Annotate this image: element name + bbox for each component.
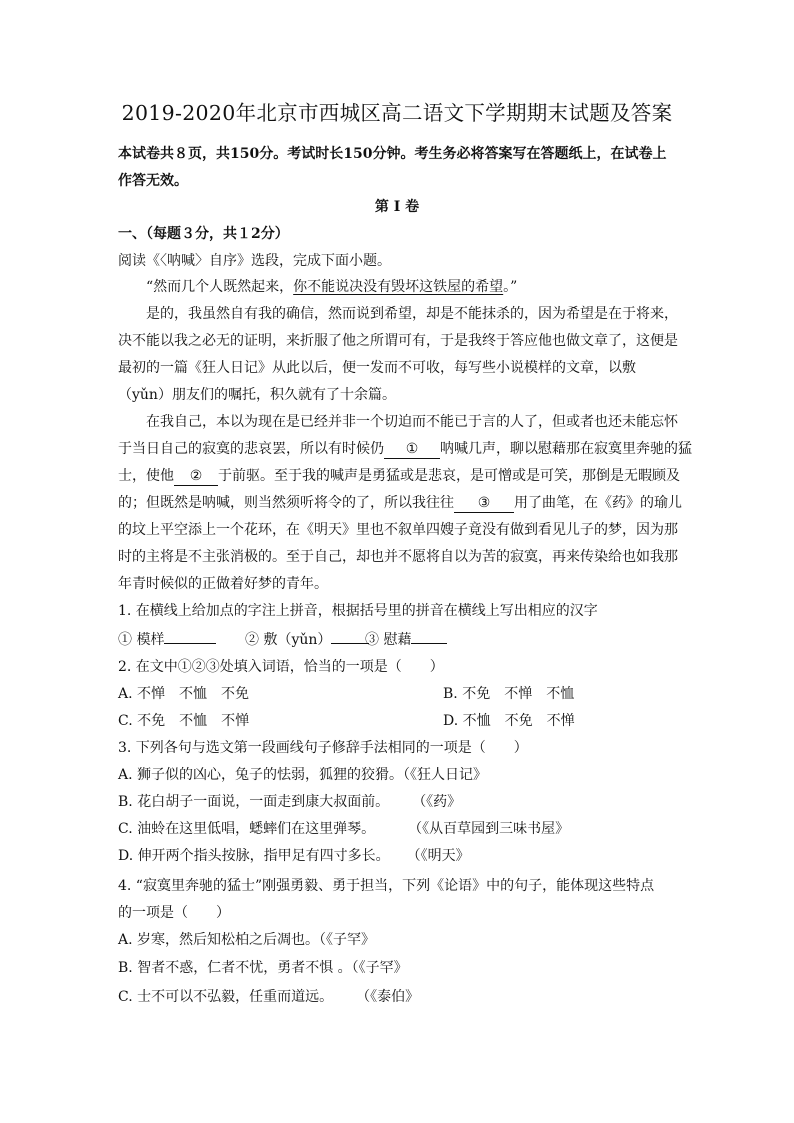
question-1-item-2 — [245, 630, 369, 650]
question-4-stem-line-1: 4. “寂寞里奔驰的猛士”刚强勇毅、勇于担当，下列《论语》中的句子，能体现这些特点 — [118, 878, 655, 894]
q3-option-b-source: （《药》 — [419, 794, 462, 810]
paragraph-1-line-1: 是的，我虽然自有我的确信，然而说到希望，却是不能抹杀的，因为希望是在于将来， — [146, 306, 678, 322]
paragraph-2-line-2-text-a: 于当日自己的寂寞的悲哀罢，所以有时候仍 — [118, 441, 384, 457]
question-1-item-3 — [365, 630, 447, 650]
paragraph-2-line-3-text-b: 于前驱。至于我的喊声是勇猛或是悲哀，是可憎或是可笑，那倒是无暇顾及 — [218, 468, 680, 484]
q3-option-d-text: D. 伸开两个指头按脉，指甲足有四寸多长。 — [118, 848, 390, 864]
q1-answer-blank-2[interactable] — [331, 643, 369, 644]
q1-answer-blank-1[interactable] — [164, 643, 216, 644]
paragraph-2-line-2-text-b: 呐喊几声，聊以慰藉那在寂寞里奔驰的猛 — [440, 441, 692, 457]
q3-option-b-text: B. 花白胡子一面说，一面走到康大叔面前。 — [118, 794, 390, 810]
paragraph-2-line-6: 时的主将是不主张消极的。至于自己，却也并不愿将自以为苦的寂寞，再来传染给也如我那 — [118, 549, 678, 565]
quote-prefix: “然而几个人既然起来， — [146, 279, 294, 295]
q4-option-c-source: （《泰伯》 — [363, 989, 420, 1005]
page-title: 2019-2020年北京市西城区高二语文下学期期末试题及答案 — [121, 101, 673, 125]
q3-option-a[interactable]: A. 狮子似的凶心，兔子的怯弱，狐狸的狡猾。（《狂人日记》 — [118, 767, 488, 783]
q3-option-d[interactable] — [118, 846, 470, 866]
quote-suffix: 。” — [503, 279, 518, 295]
paragraph-1-line-3: 最初的一篇《狂人日记》从此以后，便一发而不可收，每写些小说模样的文章，以敷 — [118, 360, 636, 376]
q1-item-2-label: ② 敷（yǔn） — [245, 632, 332, 648]
q3-option-d-source: （《明天》 — [413, 848, 470, 864]
q1-item-1-label: ① 模样 — [118, 632, 165, 648]
reading-instruction: 阅读《〈呐喊〉自序》选段，完成下面小题。 — [118, 253, 391, 269]
paragraph-2-line-3 — [118, 466, 680, 486]
paragraph-2-line-2 — [118, 439, 692, 459]
blank-3[interactable]: ③ — [454, 495, 514, 513]
q3-option-c-text: C. 油蛉在这里低唱，蟋蟀们在这里弹琴。 — [118, 821, 376, 837]
q1-item-3-label: ③ 慰藉 — [365, 632, 412, 648]
q4-option-c[interactable] — [118, 987, 419, 1007]
paragraph-1-line-4: （yǔn）朋友们的嘱托，积久就有了十余篇。 — [118, 387, 396, 403]
q3-option-c[interactable] — [118, 819, 569, 839]
q4-option-b[interactable]: B. 智者不惑，仁者不忧，勇者不惧 。（《子罕》 — [118, 960, 408, 976]
q4-option-c-text: C. 士不可以不弘毅，任重而道远。 — [118, 989, 334, 1005]
q2-option-c[interactable]: C. 不免 不恤 不惮 — [118, 713, 250, 729]
question-1-stem: 1. 在横线上给加点的字注上拼音，根据括号里的拼音在横线上写出相应的汉字 — [118, 603, 598, 619]
passage-quote — [146, 277, 517, 297]
paragraph-2-line-4-text-a: 的；但既然是呐喊，则当然须听将令的了，所以我往往 — [118, 495, 454, 511]
q3-option-c-source: （《从百草园到三味书屋》 — [415, 821, 570, 837]
q2-option-b[interactable]: B. 不免 不惮 不恤 — [443, 686, 575, 702]
paragraph-2-line-5: 的坟上平空添上一个花环，在《明天》里也不叙单四嫂子竟没有做到看见儿子的梦，因为那 — [118, 522, 678, 538]
paragraph-2-line-1: 在我自己，本以为现在是已经并非一个切迫而不能已于言的人了，但或者也还未能忘怀 — [146, 414, 678, 430]
notice-line-2: 作答无效。 — [118, 173, 188, 189]
q4-option-a[interactable]: A. 岁寒，然后知松柏之后凋也。（《子罕》 — [118, 932, 376, 948]
q1-answer-blank-3[interactable] — [411, 643, 447, 644]
notice-line-1: 本试卷共８页，共150分。考试时长150分钟。考生务必将答案写在答题纸上，在试卷上 — [118, 146, 667, 162]
paragraph-2-line-4-text-b: 用了曲笔，在《药》的瑜儿 — [514, 495, 682, 511]
paragraph-1-line-2: 决不能以我之必无的证明，来折服了他之所谓可有，于是我终于答应他也做文章了，这便是 — [118, 333, 678, 349]
paragraph-2-line-3-text-a: 士，使他 — [118, 468, 174, 484]
section-header: 一、（每题３分，共１2分） — [118, 226, 289, 242]
question-3-stem: 3. 下列各句与选文第一段画线句子修辞手法相同的一项是（ ） — [118, 740, 528, 756]
question-2-stem: 2. 在文中①②③处填入词语，恰当的一项是（ ） — [118, 659, 444, 675]
q2-option-d[interactable]: D. 不恤 不免 不惮 — [443, 713, 575, 729]
q2-option-a[interactable]: A. 不惮 不恤 不免 — [118, 686, 250, 702]
blank-1[interactable]: ① — [384, 441, 440, 459]
volume-label: 第 Ⅰ 卷 — [374, 199, 420, 215]
paragraph-2-line-4 — [118, 493, 682, 513]
blank-2[interactable]: ② — [174, 468, 218, 486]
paragraph-2-line-7: 年青时候似的正做着好梦的青年。 — [118, 576, 328, 592]
question-1-item-1 — [118, 630, 216, 650]
underlined-sentence: 你不能说决没有毁坏这铁屋的希望 — [293, 279, 504, 295]
q3-option-b[interactable] — [118, 792, 461, 812]
question-4-stem-line-2: 的一项是（ ） — [118, 905, 230, 921]
